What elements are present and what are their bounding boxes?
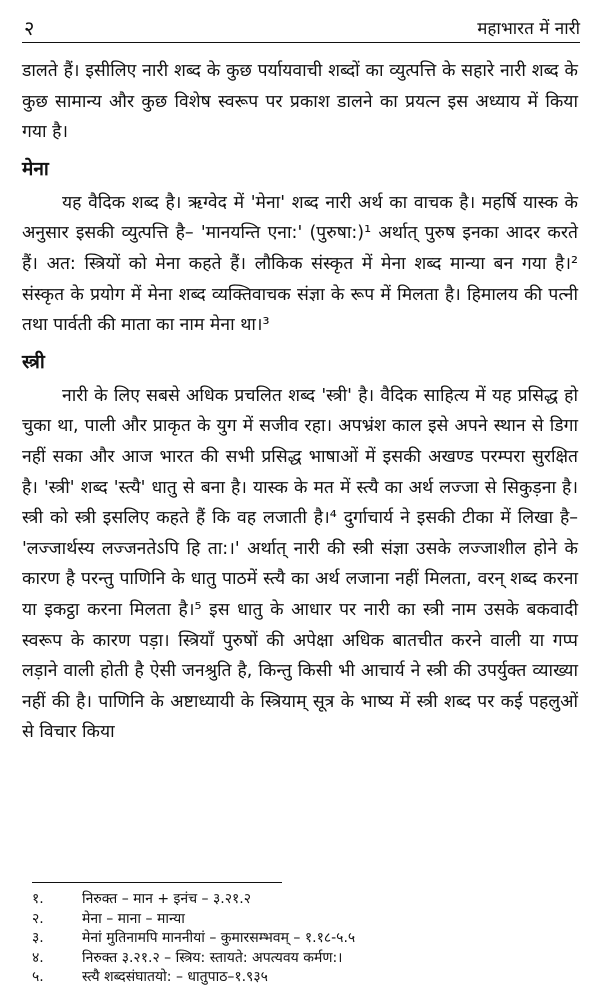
footnote-text: निरुक्त ३.२१.२ – स्त्रिय: स्तायते: अपत्यवय कर्मण:। [82, 949, 343, 966]
footnote-item [32, 949, 580, 969]
page-header [22, 12, 580, 43]
running-title: महाभारत में नारी [477, 19, 580, 39]
footnote-text: स्त्यै शब्दसंघातयो: – धातुपाठ–१.९३५ [82, 969, 268, 985]
footnote-number: १. [32, 891, 44, 907]
section-heading-stri: स्त्री [22, 350, 45, 373]
footnote-item [32, 890, 580, 910]
footnote-item [32, 929, 580, 949]
footnote-number: ४. [32, 949, 44, 966]
footnote-item [32, 910, 580, 930]
footnote-text: मेनां मुतिनामपि माननीयां – कुमारसम्भवम् – १.१८-५.५ [82, 930, 356, 946]
page-body [22, 56, 578, 748]
footnote-number: ५. [32, 969, 44, 985]
footnote-text: निरुक्त – मान + इनंच – ३.२१.२ [82, 891, 252, 907]
footnotes [32, 890, 580, 988]
footnote-text: मेना – माना – मान्या [82, 910, 185, 927]
footnote-item [32, 968, 580, 988]
footnote-number: २. [32, 910, 44, 927]
page-number: २ [24, 16, 35, 40]
section-heading-mena: मेना [22, 157, 49, 180]
paragraph-intro: डालते हैं। इसीलिए नारी शब्द के कुछ पर्यायवाची शब्दों का व्युत्पत्ति के सहारे नारी शब्द के कुछ सामान्य और कुछ विशेष स्वरूप पर प्रकाश डालने का प्रयत्न इस अध्याय में किया गया है। [22, 61, 578, 143]
footnote-number: ३. [32, 930, 44, 946]
footnote-divider [32, 882, 282, 883]
paragraph-mena: यह वैदिक शब्द है। ऋग्वेद में 'मेना' शब्द नारी अर्थ का वाचक है। महर्षि यास्क के अनुसार इसकी व्युत्पत्ति है– 'मानयन्ति एना:' (पुरुषा:)¹ अर्थात् पुरुष इनका आदर करते हैं। अत: स्त्रियों को मेना कहते हैं। लौकिक संस्कृत में मेना शब्द मान्या बन गया है।² संस्कृत के प्रयोग में मेना शब्द व्यक्तिवाचक संज्ञा के रूप में मिलता है। हिमालय की पत्नी तथा पार्वती की माता का नाम मेना था।³ [22, 192, 578, 336]
paragraph-stri: नारी के लिए सबसे अधिक प्रचलित शब्द 'स्त्री' है। वैदिक साहित्य में यह प्रसिद्ध हो चुका था, पाली और प्राकृत के युग में सजीव रहा। अपभ्रंश काल इसे अपने स्थान से डिगा नहीं सका और आज भारत की सभी प्रसिद्ध भाषाओं में इसकी अखण्ड परम्परा सुरक्षित है। 'स्त्री' शब्द 'स्त्यै' धातु से बना है। यास्क के मत में स्त्यै का अर्थ लज्जा से सिकुड़ना है। स्त्री को स्त्री इसलिए कहते हैं कि वह लजाती है।⁴ दुर्गाचार्य ने इसकी टीका में लिखा है– 'लज्जार्थस्य लज्जनतेऽपि हि ता:।' अर्थात् नारी की स्त्री संज्ञा उसके लज्जाशील होने के कारण है परन्तु पाणिनि के धातु पाठमें स्त्यै का अर्थ लजाना नहीं मिलता, वरन् शब्द करना या इकट्ठा करना मिलता है।⁵ इस धातु के आधार पर नारी का स्त्री नाम उसके बकवादी स्वरूप के कारण पड़ा। स्त्रियाँ पुरुषों की अपेक्षा अधिक बातचीत करने वाली या गप्प लड़ाने वाली होती है ऐसी जनश्रुति है, किन्तु किसी भी आचार्य ने स्त्री की उपर्युक्त व्याख्या नहीं की है। पाणिनि के अष्टाध्यायी के स्त्रियाम् सूत्र के भाष्य में स्त्री शब्द पर कई पहलुओं से विचार किया [22, 385, 578, 743]
